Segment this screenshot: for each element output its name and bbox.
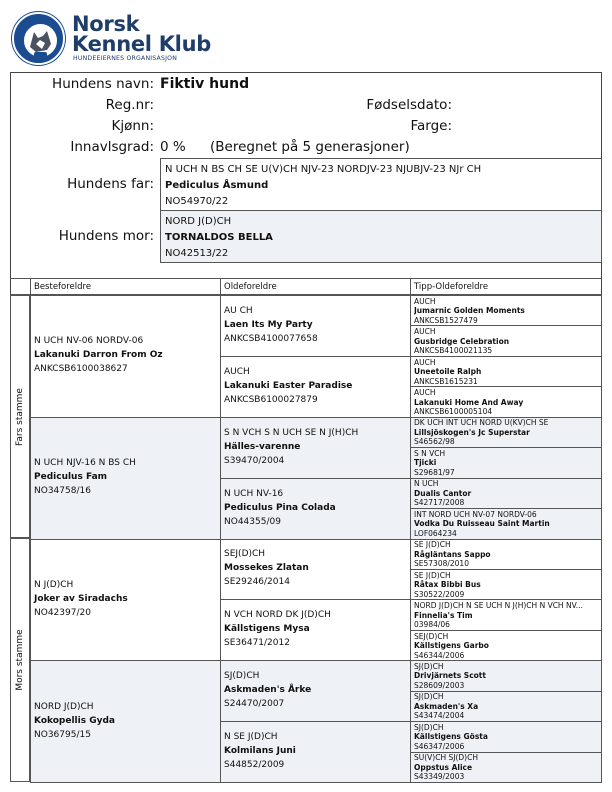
mother-name: TORNALDOS BELLA <box>165 232 273 243</box>
ancestor-titles: N SE J(D)CH <box>224 732 278 743</box>
gen4-ancestor <box>410 386 602 417</box>
gen4-ancestor <box>410 478 602 509</box>
ancestor-titles: AU CH <box>224 305 253 316</box>
ancestor-name: Drivjärnets Scott <box>414 671 486 681</box>
ancestor-titles: S N VCH <box>414 448 446 458</box>
header-gen3: Oldeforeldre <box>220 278 410 295</box>
ancestor-name: Kokopellis Gyda <box>34 715 115 726</box>
ancestor-titles: AUCH <box>414 296 436 306</box>
ancestor-reg: S28609/2003 <box>414 680 465 690</box>
ancestor-reg: S39470/2004 <box>224 455 285 466</box>
ancestor-name: Lillsjöskogen's Jc Superstar <box>414 427 530 437</box>
ancestor-name: Jumarnic Golden Moments <box>414 305 525 315</box>
brand-subtitle: HUNDEEIERNES ORGANISASJON <box>73 55 178 62</box>
ancestor-name: Lakanuki Easter Paradise <box>224 380 353 391</box>
gen4-ancestor <box>410 356 602 387</box>
ancestor-reg: S24470/2007 <box>224 699 285 710</box>
mother-titles: NORD J(D)CH <box>165 216 232 227</box>
ancestor-name: Oppstus Alice <box>414 762 473 772</box>
ancestor-titles: INT NORD UCH NV-07 NORDV-06 <box>414 509 537 519</box>
inbreeding-note: (Beregnet på 5 generasjoner) <box>210 139 410 155</box>
ancestor-titles: SE J(D)CH <box>414 570 451 580</box>
ancestor-name: Tjicki <box>414 458 437 468</box>
ancestor-reg: ANKCSB4100021135 <box>414 345 493 355</box>
ancestor-titles: AUCH <box>414 357 436 367</box>
ancestor-titles: SE J(D)CH <box>414 539 451 549</box>
fars-stamme-label: Fars stamme <box>15 387 25 446</box>
ancestor-titles: N VCH NORD DK J(D)CH <box>224 610 331 621</box>
gen4-ancestor <box>410 660 602 691</box>
father-titles: N UCH N BS CH SE U(V)CH NJV-23 NORDJV-23 NJUBJV-23 NJr CH <box>165 164 482 175</box>
header-spacer <box>10 278 30 295</box>
ancestor-name: Vodka Du Ruisseau Saint Martin <box>414 519 550 529</box>
gen4-ancestor <box>410 539 602 570</box>
ancestor-name: Dualis Cantor <box>414 488 472 498</box>
ancestor-reg: S42717/2008 <box>414 498 465 508</box>
ancestor-titles: AUCH <box>414 326 436 336</box>
gen4-ancestor <box>410 599 602 630</box>
brand-line1: Norsk <box>72 12 140 36</box>
ancestor-titles: N UCH <box>414 479 439 489</box>
ancestor-titles: SEJ(D)CH <box>414 631 449 641</box>
ancestor-titles: AUCH <box>224 366 250 377</box>
ancestor-titles: AUCH <box>414 387 436 397</box>
ancestor-titles: SJ(D)CH <box>224 671 260 682</box>
ancestor-reg: ANKCSB6100027879 <box>224 394 318 405</box>
ancestor-name: Mossekes Zlatan <box>224 563 309 574</box>
gen3-ancestor <box>220 660 411 722</box>
ancestor-name: Källstigens Gösta <box>414 732 488 742</box>
gen4-ancestor <box>410 752 602 783</box>
ancestor-reg: S46347/2006 <box>414 741 465 751</box>
ancestor-reg: ANKCSB6100005104 <box>414 406 493 416</box>
ancestor-name: Rågläntans Sappo <box>414 549 491 559</box>
gen4-ancestor <box>410 569 602 600</box>
ancestor-titles: N J(D)CH <box>34 579 74 590</box>
ancestor-titles: N UCH NV-16 <box>224 488 284 499</box>
color-label: Farge: <box>410 118 452 134</box>
ancestor-name: Joker av Siradachs <box>34 593 128 604</box>
ancestor-name: Hälles-varenne <box>224 441 301 452</box>
ancestor-titles: N UCH NJV-16 N BS CH <box>34 458 136 469</box>
gen3-ancestor <box>220 356 411 418</box>
father-box <box>160 158 602 211</box>
gen4-ancestor <box>410 691 602 722</box>
reg-label: Reg.nr: <box>105 97 154 113</box>
header-gen4: Tipp-Oldeforeldre <box>410 278 602 295</box>
ancestor-reg: LOF064234 <box>414 528 457 538</box>
ancestor-titles: NORD J(D)CH N SE UCH N J(H)CH N VCH NV... <box>414 600 583 610</box>
gen4-ancestor <box>410 417 602 448</box>
ancestor-name: Kolmilans Juni <box>224 746 296 757</box>
ancestor-name: Finnelia's Tim <box>414 610 473 620</box>
ancestor-titles: SJ(D)CH <box>414 722 444 732</box>
brand-line2: Kennel Klub <box>72 32 211 56</box>
gen2-ancestor <box>30 660 221 783</box>
birth-label: Fødselsdato: <box>366 97 452 113</box>
ancestor-name: Källstigens Mysa <box>224 624 310 635</box>
ancestor-name: Laen Its My Party <box>224 319 313 330</box>
ancestor-reg: ANKCSB6100038627 <box>34 364 128 375</box>
ancestor-name: Askmaden's Årke <box>224 685 312 696</box>
ancestor-reg: SE29246/2014 <box>224 577 290 588</box>
ancestor-titles: NORD J(D)CH <box>34 701 94 712</box>
gen2-ancestor <box>30 295 221 418</box>
name-label: Hundens navn: <box>52 76 154 92</box>
gen3-ancestor <box>220 417 411 479</box>
pedigree-grid <box>10 278 602 782</box>
mother-label: Hundens mor: <box>58 228 154 244</box>
mors-stamme <box>10 538 30 782</box>
ancestor-reg: S29681/97 <box>414 467 455 477</box>
mother-reg: NO42513/22 <box>165 248 229 259</box>
ancestor-titles: SJ(D)CH <box>414 692 444 702</box>
header-gen2: Besteforeldre <box>30 278 220 295</box>
ancestor-reg: S43349/2003 <box>414 772 465 782</box>
ancestor-reg: NO34758/16 <box>34 486 91 497</box>
gen3-ancestor <box>220 295 411 357</box>
ancestor-name: Lakanuki Home And Away <box>414 397 524 407</box>
father-reg: NO54970/22 <box>165 196 229 207</box>
ancestor-reg: NO44355/09 <box>224 516 281 527</box>
ancestor-reg: 03984/06 <box>414 619 450 629</box>
gen3-ancestor <box>220 539 411 601</box>
gen4-ancestor <box>410 325 602 356</box>
gen4-ancestor <box>410 721 602 752</box>
ancestor-name: Askmaden's Xa <box>414 701 479 711</box>
gen3-ancestor <box>220 478 411 540</box>
ancestor-name: Pediculus Pina Colada <box>224 502 336 513</box>
ancestor-reg: S46562/98 <box>414 437 455 447</box>
father-name: Pediculus Åsmund <box>165 180 269 191</box>
gen3-ancestor <box>220 721 411 783</box>
ancestor-name: Uneetoile Ralph <box>414 366 482 376</box>
ancestor-reg: SE57308/2010 <box>414 558 469 568</box>
ancestor-name: Källstigens Garbo <box>414 640 489 650</box>
gen4-ancestor <box>410 295 602 326</box>
mother-box <box>160 210 602 263</box>
ancestor-reg: S30522/2009 <box>414 589 465 599</box>
ancestor-titles: SEJ(D)CH <box>224 549 266 560</box>
ancestor-titles: S N VCH S N UCH SE N J(H)CH <box>224 427 359 438</box>
ancestor-titles: SJ(D)CH <box>414 661 444 671</box>
ancestor-reg: S43474/2004 <box>414 711 465 721</box>
gen4-ancestor <box>410 508 602 539</box>
ancestor-titles: N UCH NV-06 NORDV-06 <box>34 336 144 347</box>
dog-emblem-icon <box>14 14 67 67</box>
ancestor-reg: S46344/2006 <box>414 650 465 660</box>
sex-label: Kjønn: <box>111 118 154 134</box>
ancestor-reg: NO36795/15 <box>34 729 91 740</box>
inbreeding-value: 0 % <box>160 139 186 155</box>
ancestor-reg: NO42397/20 <box>34 607 91 618</box>
mors-stamme-label: Mors stamme <box>15 629 25 691</box>
ancestor-name: Gusbridge Celebration <box>414 336 510 346</box>
gen2-ancestor <box>30 417 221 540</box>
fars-stamme <box>10 295 30 538</box>
ancestor-titles: DK UCH INT UCH NORD U(KV)CH SE <box>414 418 549 428</box>
ancestor-reg: ANKCSB4100077658 <box>224 333 318 344</box>
nkk-logo <box>12 12 65 65</box>
father-label: Hundens far: <box>67 176 154 192</box>
ancestor-reg: S44852/2009 <box>224 760 285 771</box>
dog-name: Fiktiv hund <box>160 76 250 92</box>
ancestor-reg: ANKCSB1527479 <box>414 315 478 325</box>
ancestor-name: Pediculus Fam <box>34 472 108 483</box>
inbreeding-label: Innavlsgrad: <box>70 139 154 155</box>
gen4-ancestor <box>410 447 602 478</box>
ancestor-name: Råtax Bibbi Bus <box>414 579 481 589</box>
ancestor-titles: SU(V)CH SJ(D)CH <box>414 753 478 763</box>
ancestor-reg: SE36471/2012 <box>224 638 290 649</box>
gen2-ancestor <box>30 539 221 662</box>
gen4-ancestor <box>410 630 602 661</box>
ancestor-reg: ANKCSB1615231 <box>414 376 478 386</box>
gen3-ancestor <box>220 599 411 661</box>
ancestor-name: Lakanuki Darron From Oz <box>34 350 163 361</box>
